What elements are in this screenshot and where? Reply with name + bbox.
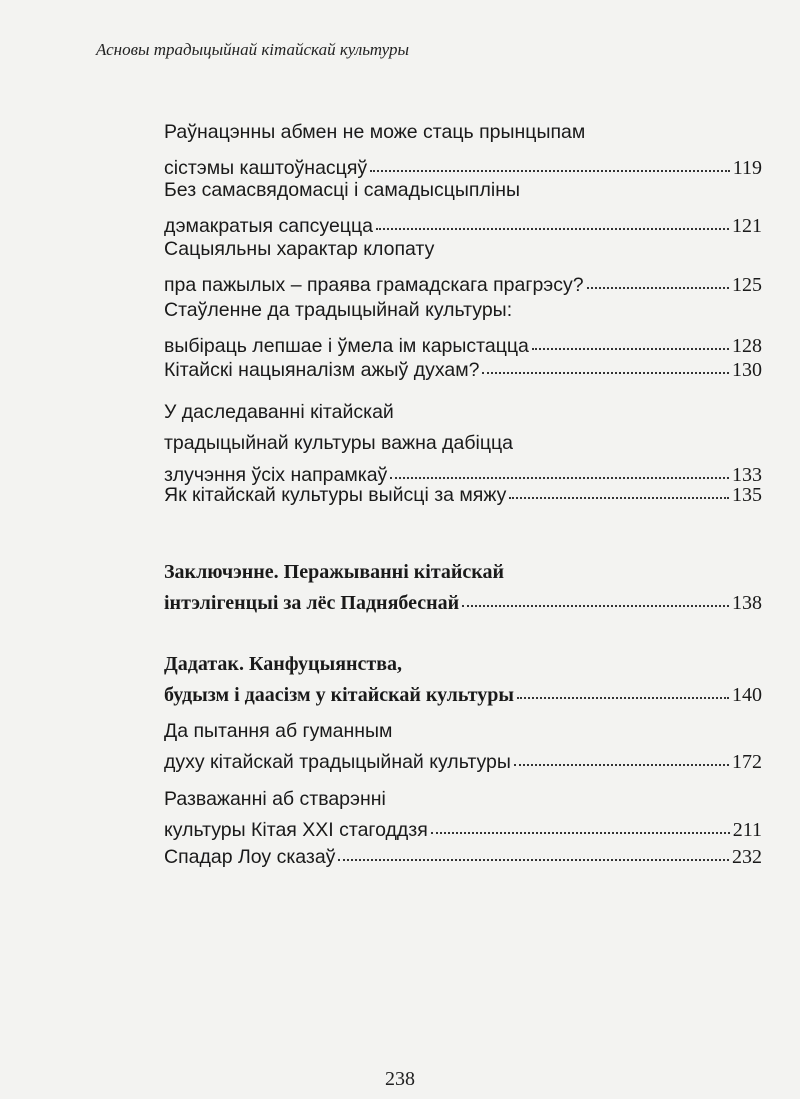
- toc-entry-line: злучэння ўсіх напрамкаў: [164, 464, 388, 486]
- toc-entry-line: Да пытання аб гуманным: [164, 720, 393, 742]
- dot-leader: [532, 347, 729, 350]
- dot-leader: [370, 169, 730, 172]
- toc-page-number: 232: [732, 846, 762, 868]
- toc-entry-line: традыцыйнай культуры важна дабіцца: [164, 432, 514, 454]
- toc-entry-line: сістэмы каштоўнасцяў: [164, 157, 368, 179]
- toc-entry[interactable]: [164, 398, 762, 489]
- toc-entry[interactable]: [164, 785, 762, 844]
- dot-leader: [431, 831, 730, 834]
- toc-entry-line: Сацыяльны характар клопату: [164, 238, 435, 260]
- toc-entry[interactable]: [164, 481, 762, 509]
- toc-entry[interactable]: [164, 235, 762, 299]
- toc-entry-line: пра пажылых – праява грамадскага прагрэсу?: [164, 274, 584, 296]
- toc-page-number: 130: [732, 359, 762, 381]
- toc-entry-line: Кітайскі нацыяналізм ажыў духам?: [164, 359, 480, 381]
- toc-entry-line: інтэлігенцыі за лёс Паднябеснай: [164, 592, 460, 614]
- running-head: Асновы традыцыйнай кітайскай культуры: [96, 40, 409, 59]
- dot-leader: [376, 227, 729, 230]
- toc-entry-line: Раўнацэнны абмен не може стаць прынцыпам: [164, 121, 586, 143]
- toc-entry[interactable]: [164, 118, 762, 182]
- toc-entry[interactable]: [164, 717, 762, 776]
- toc-entry[interactable]: [164, 843, 762, 871]
- toc-page-number: 121: [732, 215, 762, 237]
- toc-entry-line: дэмакратыя сапсуецца: [164, 215, 373, 237]
- toc-entry-line: духу кітайскай традыцыйнай культуры: [164, 751, 511, 773]
- toc-entry-line: выбіраць лепшае і ўмела ім карыстацца: [164, 335, 529, 357]
- toc-page-number: 119: [732, 157, 762, 179]
- dot-leader: [338, 858, 729, 861]
- dot-leader: [587, 286, 729, 289]
- toc-entry-line: Як кітайскай культуры выйсці за мяжу: [164, 484, 507, 506]
- toc-entry-line: Дадатак. Канфуцыянства,: [164, 653, 403, 675]
- toc-page-number: 125: [732, 274, 762, 296]
- dot-leader: [462, 604, 729, 607]
- toc-page-number: 138: [732, 592, 762, 614]
- toc-chapter-entry[interactable]: [164, 650, 762, 709]
- toc-entry-line: Стаўленне да традыцыйнай культуры:: [164, 299, 513, 321]
- toc-entry[interactable]: [164, 296, 762, 360]
- toc-entry-line: Без самасвядомасці і самадысцыпліны: [164, 179, 520, 201]
- toc-page-number: 211: [732, 819, 762, 841]
- page-number: 238: [385, 1068, 415, 1090]
- toc-entry-line: Заключэнне. Перажыванні кітайскай: [164, 561, 505, 583]
- toc-entry-line: Спадар Лоу сказаў: [164, 846, 336, 868]
- toc-page-number: 172: [732, 751, 762, 773]
- toc-entry-line: будызм і даасізм у кітайскай культуры: [164, 684, 514, 706]
- toc-entry[interactable]: [164, 356, 762, 384]
- dot-leader: [517, 696, 729, 699]
- toc-page-number: 140: [732, 684, 762, 706]
- dot-leader: [482, 371, 729, 374]
- toc-entry-line: У даследаванні кітайскай: [164, 401, 394, 423]
- toc-page-number: 135: [732, 484, 762, 506]
- dot-leader: [514, 763, 729, 766]
- toc-page-number: 133: [732, 464, 762, 486]
- toc-chapter-entry[interactable]: [164, 558, 762, 617]
- toc-entry-line: культуры Кітая XXI стагоддзя: [164, 819, 428, 841]
- toc-page-number: 128: [732, 335, 762, 357]
- dot-leader: [509, 496, 729, 499]
- toc-entry-line: Разважанні аб стварэнні: [164, 788, 386, 810]
- toc-entry[interactable]: [164, 176, 762, 240]
- dot-leader: [390, 476, 729, 479]
